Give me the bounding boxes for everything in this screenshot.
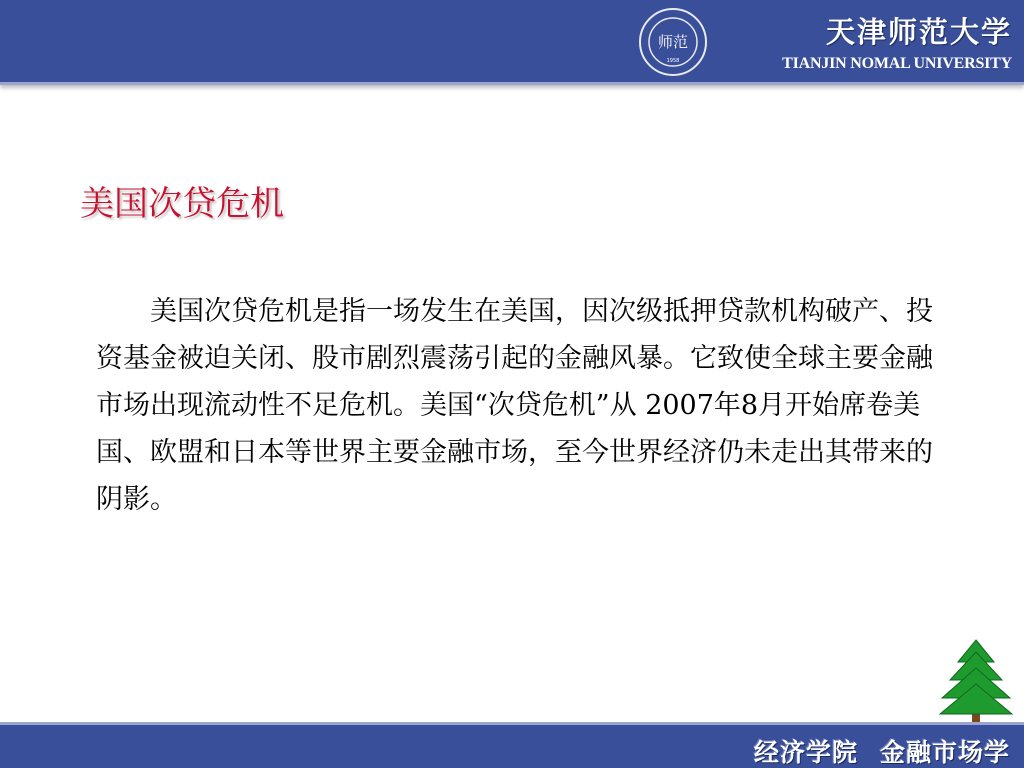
tree-icon xyxy=(938,636,1014,728)
university-name-en: TIANJIN NOMAL UNIVERSITY xyxy=(782,55,1012,72)
seal-year: 1958 xyxy=(666,58,680,64)
slide-title: 美国次贷危机 xyxy=(80,184,284,224)
university-seal-icon xyxy=(634,6,712,78)
footer-band xyxy=(0,722,1024,768)
seal-center-text: 师范 xyxy=(657,33,689,51)
header-band xyxy=(0,0,1024,85)
footer-course: 金融市场学 xyxy=(879,738,1010,767)
footer-school: 经济学院 xyxy=(753,738,858,767)
footer-label xyxy=(754,733,1010,768)
body-paragraph: 美国次贷危机是指一场发生在美国，因次级抵押贷款机构破产、投资基金被迫关闭、股市剧烈震荡引起的金融风暴。它致使全球主要金融市场出现流动性不足危机。美国“次贷危机”从 2007年8月开始席卷美国、欧盟和日本等世界主要金融市场，至今世界经济仍未走出其带来的阴影。 xyxy=(96,296,933,515)
university-name-cn: 天津师范大学 xyxy=(825,15,1012,49)
